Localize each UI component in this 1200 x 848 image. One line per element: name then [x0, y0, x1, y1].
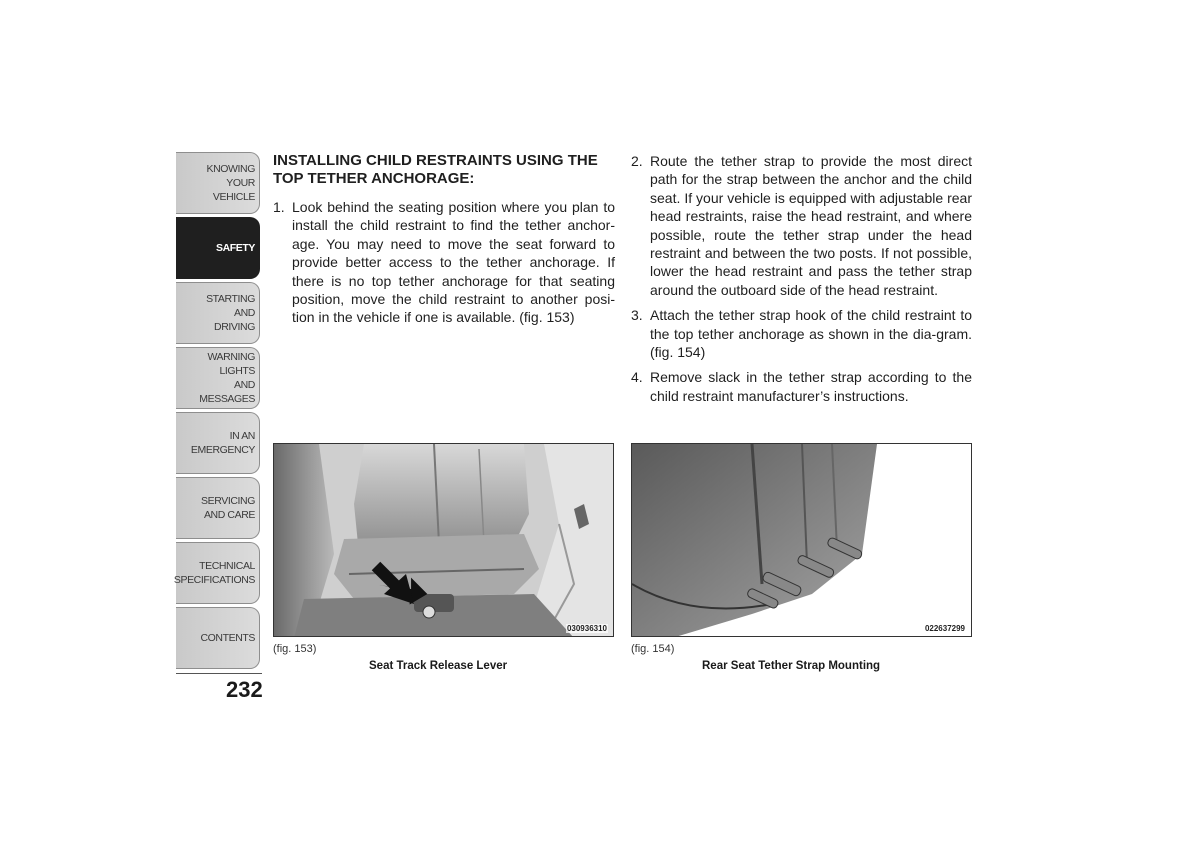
tab-label: IN AN EMERGENCY — [190, 430, 255, 456]
figure-caption: Seat Track Release Lever — [369, 660, 508, 672]
tab-servicing-and-care[interactable] — [176, 477, 260, 539]
right-column — [631, 152, 972, 412]
figure-seat-track-release-lever — [273, 443, 614, 637]
figure-caption: Rear Seat Tether Strap Mounting — [702, 660, 881, 672]
tab-contents[interactable] — [176, 607, 260, 669]
tab-warning-lights[interactable] — [176, 347, 260, 409]
tab-starting-and-driving[interactable] — [176, 282, 260, 344]
tab-label: KNOWING YOUR VEHICLE — [206, 163, 255, 203]
figure-ref: (fig. 153) — [273, 643, 317, 655]
page-number: 232 — [226, 677, 263, 702]
tab-label: CONTENTS — [200, 632, 255, 644]
tab-label: SERVICING AND CARE — [201, 495, 255, 521]
tab-label: WARNING LIGHTS AND MESSAGES — [199, 351, 255, 405]
tether-anchorage-illustration — [632, 444, 972, 637]
tab-label: STARTING AND DRIVING — [206, 293, 255, 333]
divider — [176, 673, 262, 674]
step-text: Remove slack in the tether strap according to the child restraint manufacturer’s instructions. — [650, 369, 972, 404]
tab-label: SAFETY — [215, 242, 255, 254]
figure-tether-strap-mounting — [631, 443, 972, 637]
step-item — [631, 152, 972, 299]
tab-knowing-your-vehicle[interactable] — [176, 152, 260, 214]
step-text: Route the tether strap to provide the most direct path for the strap between the anchor and the child seat. If your vehicle is equipped with adjustable rear head restraints, raise the head restraint, and where possible, route the tether strap under the head restraint and between the two posts. If not possible, lower the head restraint and pass the tether strap around the outboard side of the head restraint. — [650, 153, 972, 298]
step-item — [631, 306, 972, 361]
tab-safety[interactable] — [176, 217, 260, 279]
rear-seat-illustration — [274, 444, 614, 637]
figure-code: 030936310 — [566, 624, 607, 633]
step-number: 4. — [631, 369, 643, 386]
tab-in-an-emergency[interactable] — [176, 412, 260, 474]
step-item — [273, 198, 615, 327]
step-number: 3. — [631, 307, 643, 324]
section-heading: INSTALLING CHILD RESTRAINTS USING THE TOP TETHER ANCHORAGE: — [273, 152, 598, 187]
step-number: 2. — [631, 153, 643, 169]
figure-ref: (fig. 154) — [631, 643, 675, 655]
step-text: Look behind the seating position where you plan to install the child restraint to find the tether anchor-age. You may need to move the seat forward to provide better access to the tether anchorage. If there is no top tether anchorage for that seating position, move the child restraint to another posi-tion in the vehicle if one is available. (fig. 153) — [292, 199, 615, 326]
figure-code: 022637299 — [924, 624, 965, 633]
step-number: 1. — [273, 199, 285, 215]
step-item — [631, 368, 972, 405]
left-column — [273, 152, 615, 334]
tab-label: TECHNICAL SPECIFICATIONS — [173, 560, 255, 586]
tab-technical-specifications[interactable] — [173, 542, 260, 604]
step-text: Attach the tether strap hook of the child restraint to the top tether anchorage as shown in the dia-gram. (fig. 154) — [650, 307, 972, 361]
